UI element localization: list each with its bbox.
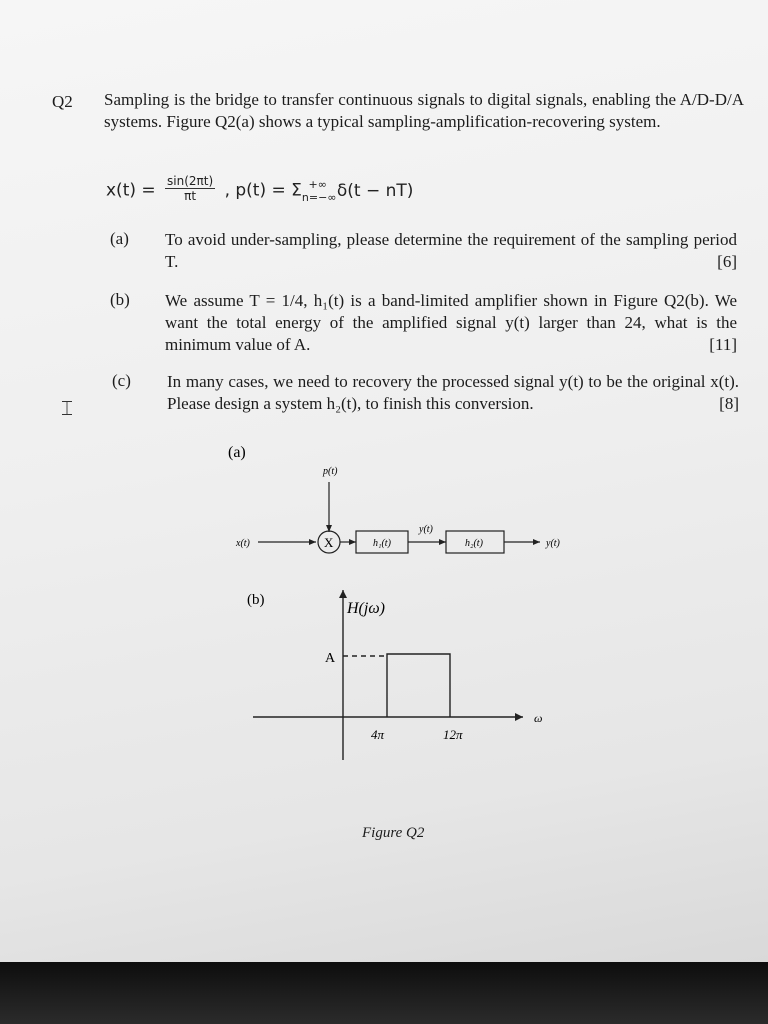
part-c-body: In many cases, we need to recovery the processed signal y(t) to be the original x(t). Please design a system h₂(t), to finish this conversion. (167, 372, 739, 413)
amplitude-a-label: A (325, 651, 336, 666)
x-input-label: x(t) (236, 538, 250, 549)
summation-upper-limit: +∞ (308, 177, 327, 191)
text-cursor-icon: ⌶ (61, 396, 73, 420)
part-b-body: We assume T = 1/4, h₁(t) is a band-limited amplifier shown in Figure Q2(b). We want the total energy of the amplified signal y(t) larger than 24, what is the minimum value of A. (165, 291, 737, 354)
x-fraction (165, 174, 215, 203)
summation-lower-limit: n=−∞ (301, 190, 337, 204)
part-b-label: (b) (110, 290, 130, 309)
tick-4pi-label: 4π (371, 727, 385, 742)
dark-bottom-band (0, 962, 768, 1024)
part-b-text (165, 290, 737, 356)
part-c-marks: [8] (719, 394, 739, 413)
figure-caption: Figure Q2 (362, 825, 425, 841)
p-signal-label: p(t) (323, 466, 338, 477)
h1-label: h₁(t) (373, 538, 391, 549)
x-fraction-denominator: πt (184, 189, 197, 203)
multiplier-symbol: X (324, 535, 334, 550)
tick-12pi-label: 12π (443, 727, 463, 742)
intermediate-y-label: y(t) (419, 524, 433, 535)
x-definition-lhs: x(t) = (106, 180, 156, 201)
figure-b-label: (b) (247, 592, 265, 608)
omega-axis-label: ω (534, 711, 543, 725)
x-fraction-numerator: sin(2πt) (167, 174, 214, 188)
question-number: Q2 (52, 92, 73, 111)
passband-rectangle (387, 654, 450, 717)
figure-b-frequency-response (0, 580, 768, 770)
part-c-label: (c) (112, 371, 131, 390)
figure-a-label: (a) (228, 444, 246, 461)
p-definition-rhs: δ(t − nT) (336, 180, 414, 201)
part-a-marks: [6] (717, 252, 737, 271)
h-jw-label: H(jω) (347, 600, 385, 617)
part-b-marks: [11] (709, 335, 737, 354)
summation-symbol: Σ (291, 180, 302, 201)
part-a-label: (a) (110, 229, 129, 248)
figure-a-block-diagram (0, 430, 768, 580)
question-intro: Sampling is the bridge to transfer continuous signals to digital signals, enabling the A/D-D/A systems. Figure Q2(a) shows a typical sampling-amplification-recovering system. (104, 90, 744, 131)
part-c-text (167, 371, 739, 415)
part-a-body: To avoid under-sampling, please determine the requirement of the sampling period T. (165, 230, 737, 271)
part-a-text (165, 229, 737, 273)
h2-label: h₂(t) (465, 538, 483, 549)
signal-definitions (106, 176, 413, 205)
p-definition-lhs: , p(t) = (224, 180, 292, 201)
y-output-label: y(t) (546, 538, 560, 549)
